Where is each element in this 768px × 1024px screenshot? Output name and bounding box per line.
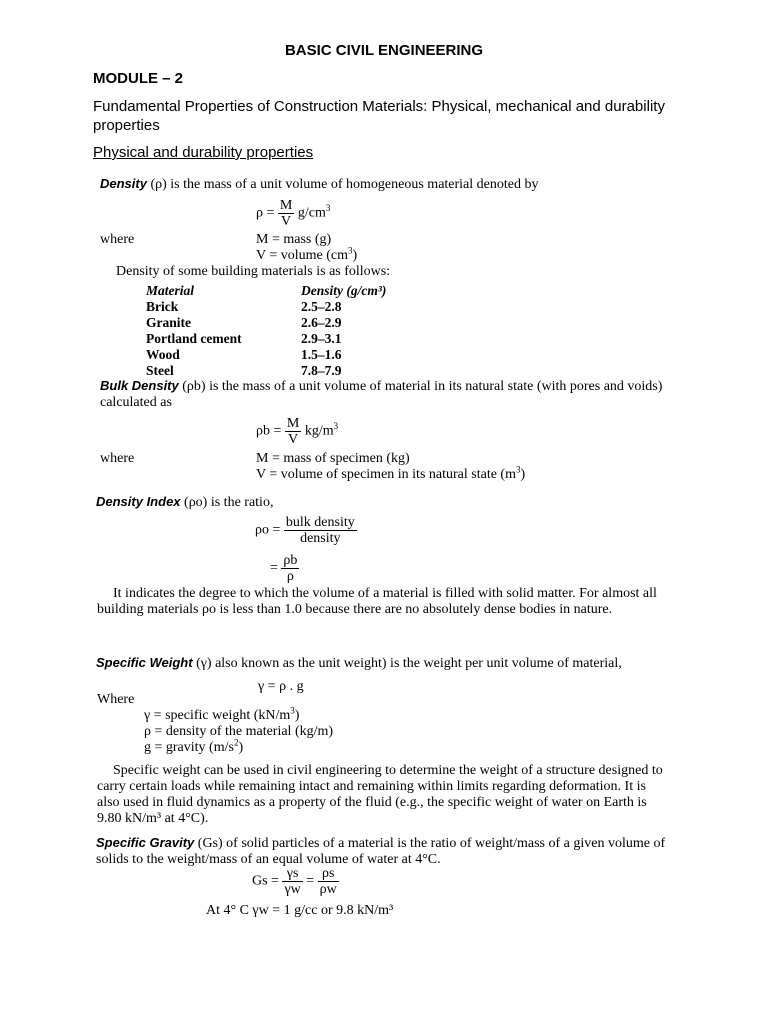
specific-weight-def-g: g = gravity $(m/s^2)$ <box>144 737 244 755</box>
table-cell: 7.8–7.9 <box>301 363 342 378</box>
specific-weight-definition: Specific Weight (γ) also known as the unit weight) is the weight per unit volume of material, <box>96 655 622 671</box>
density-index-formula: ρo = $\frac{\text{bulk density}}{\text{density}}$ <box>255 515 355 546</box>
density-definition: Density (ρ) is the mass of a unit volume of homogeneous material denoted by <box>100 176 539 192</box>
density-index-paragraph: It indicates the degree to which the volume of a material is filled with solid matter. For almost all building materials ρo is less than 1.0 because there are no absolutely dense bodies in nature. <box>97 586 657 617</box>
density-def-volume: V = volume $(cm^3)$ <box>256 245 358 263</box>
density-table <box>146 283 386 379</box>
table-cell: Portland cement <box>146 331 242 346</box>
bulk-density-definition: Bulk Density (ρb) is the mass of a unit volume of material in its natural state (with pores and voids) calculated as <box>100 378 663 410</box>
table-row <box>146 363 386 379</box>
section-heading: Physical and durability properties <box>93 144 314 161</box>
table-cell: Granite <box>146 315 191 330</box>
table-cell: 2.9–3.1 <box>301 331 342 346</box>
density-where: where <box>100 232 135 247</box>
table-cell: Steel <box>146 363 174 378</box>
density-index-formula-2: = $\frac{\rho b}{\rho}$ <box>270 553 298 584</box>
density-index-definition: Density Index (ρo) is the ratio, <box>96 494 274 510</box>
bulk-density-where: where <box>100 451 135 466</box>
bulk-density-formula: ρb = $\frac{M}{V}$ $kg/m^3$ <box>256 416 339 447</box>
table-header: Material <box>146 283 195 298</box>
specific-gravity-formula: Gs = $\frac{\gamma s}{\gamma w}$ = $\frac{\rho s}{\rho w}$ <box>252 866 337 897</box>
table-row <box>146 315 386 331</box>
specific-weight-where: Where <box>97 692 135 707</box>
specific-weight-formula: γ = ρ . g <box>258 679 304 694</box>
table-cell: 2.6–2.9 <box>301 315 342 330</box>
bulk-density-def-volume: V = volume of specimen in its natural state $(m^3)$ <box>256 464 526 482</box>
table-cell: 2.5–2.8 <box>301 299 342 314</box>
table-cell: 1.5–1.6 <box>301 347 342 362</box>
table-row <box>146 347 386 363</box>
density-def-mass: M = mass (g) <box>256 232 332 247</box>
specific-gravity-note: At 4° C γw = 1 g/cc or 9.8 kN/m³ <box>206 903 394 918</box>
specific-weight-paragraph: Specific weight can be used in civil engineering to determine the weight of a structure designed to carry certain loads while remaining intact and remaining within limits regarding deformation. It is also used in fluid dynamics as a property of the fluid (e.g., the specific weight of water on Earth is 9.80 kN/m³ at 4°C). <box>97 763 663 826</box>
specific-weight-def-gamma: γ = specific weight $(kN/m^3)$ <box>144 705 300 723</box>
table-cell: Wood <box>146 347 180 362</box>
specific-gravity-definition: Specific Gravity (Gs) of solid particles of a material is the ratio of weight/mass of a given volume of solids to the weight/mass of an equal volume of water at 4°C. <box>96 835 666 867</box>
density-list-intro: Density of some building materials is as follows: <box>116 264 391 279</box>
table-row <box>146 331 386 347</box>
page-title: BASIC CIVIL ENGINEERING <box>284 42 484 59</box>
table-row <box>146 299 386 315</box>
table-header-row <box>146 283 386 299</box>
specific-weight-def-rho: ρ = density of the material (kg/m) <box>144 724 334 739</box>
module-intro: Fundamental Properties of Construction Materials: Physical, mechanical and durability properties <box>93 98 665 134</box>
table-header: Density (g/cm³) <box>301 283 387 298</box>
table-cell: Brick <box>146 299 179 314</box>
module-heading: MODULE – 2 <box>93 70 184 87</box>
density-formula: ρ = $\frac{M}{V}$ $g/cm^3$ <box>256 198 331 229</box>
bulk-density-def-mass: M = mass of specimen (kg) <box>256 451 410 466</box>
